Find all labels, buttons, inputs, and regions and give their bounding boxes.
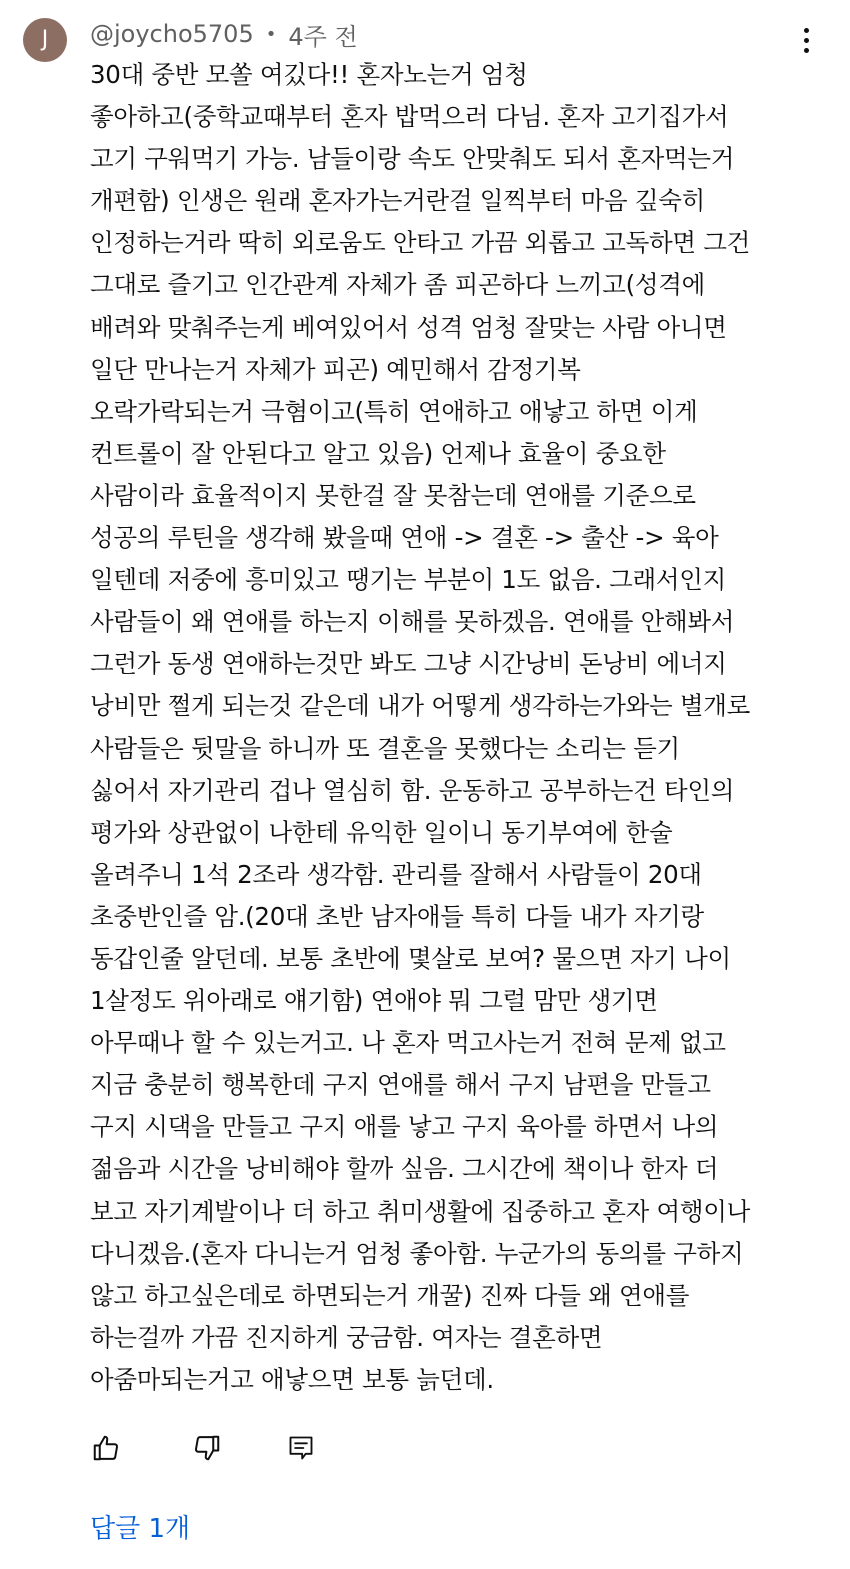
comment-text-line: 인정하는거라 딱히 외로움도 안타고 가끔 외롭고 고독하면 그건 bbox=[90, 228, 750, 258]
comment-text-line: 아줌마되는거고 애낳으면 보통 늙던데. bbox=[90, 1364, 494, 1394]
comment-text-line: 아무때나 할 수 있는거고. 나 혼자 먹고사는거 전혀 문제 없고 bbox=[90, 1028, 726, 1058]
avatar[interactable]: J bbox=[23, 18, 67, 62]
comment-text-line: 고기 구워먹기 가능. 남들이랑 속도 안맞춰도 되서 혼자먹는거 bbox=[90, 144, 735, 174]
comment-text-line: 다니겠음.(혼자 다니는거 엄청 좋아함. 누군가의 동의를 구하지 bbox=[90, 1238, 744, 1268]
comment-text-line: 컨트롤이 잘 안된다고 알고 있음) 언제나 효율이 중요한 bbox=[90, 438, 666, 468]
author-name[interactable]: @joycho5705 bbox=[90, 20, 254, 48]
comment-text-line: 사람들이 왜 연애를 하는지 이해를 못하겠음. 연애를 안해봐서 bbox=[90, 607, 735, 637]
comment-text-line: 올려주니 1석 2조라 생각함. 관리를 잘해서 사람들이 20대 bbox=[90, 859, 702, 889]
comment-text-line: 않고 하고싶은데로 하면되는거 개꿀) 진짜 다들 왜 연애를 bbox=[90, 1280, 690, 1310]
separator-dot: • bbox=[265, 23, 277, 45]
replies-link[interactable]: 답글 1개 bbox=[90, 1514, 191, 1544]
like-button[interactable] bbox=[88, 1428, 124, 1468]
comment-text-line: 30대 중반 모쏠 여깄다!! 혼자노는거 엄청 bbox=[90, 60, 528, 89]
dislike-button[interactable] bbox=[189, 1428, 225, 1468]
comment-header bbox=[90, 16, 358, 52]
more-dot bbox=[804, 48, 809, 53]
comment-text-line: 하는걸까 가끔 진지하게 궁금함. 여자는 결혼하면 bbox=[90, 1322, 603, 1352]
reply-button[interactable] bbox=[283, 1428, 319, 1468]
comment-text-line: 성공의 루틴을 생각해 봤을때 연애 -> 결혼 -> 출산 -> 육아 bbox=[90, 523, 719, 553]
more-dot bbox=[804, 38, 809, 43]
comment-text-line: 일단 만나는거 자체가 피곤) 예민해서 감정기복 bbox=[90, 354, 581, 384]
comment-text-line: 개편함) 인생은 원래 혼자가는거란걸 일찍부터 마음 깊숙히 bbox=[90, 186, 705, 216]
comment-text-line: 지금 충분히 행복한데 구지 연애를 해서 구지 남편을 만들고 bbox=[90, 1070, 711, 1100]
comment-text-line: 평가와 상관없이 나한테 유익한 일이니 동기부여에 한술 bbox=[90, 817, 673, 847]
comment-text-line: 좋아하고(중학교때부터 혼자 밥먹으러 다님. 혼자 고기집가서 bbox=[90, 102, 729, 132]
comment-text-line: 사람이라 효율적이지 못한걸 잘 못참는데 연애를 기준으로 bbox=[90, 480, 696, 510]
comment-text-line: 그대로 즐기고 인간관계 자체가 좀 피곤하다 느끼고(성격에 bbox=[90, 270, 705, 300]
comment-text-line: 1살정도 위아래로 얘기함) 연애야 뭐 그럴 맘만 생기면 bbox=[90, 986, 658, 1016]
comment-text-line: 낭비만 쩔게 되는것 같은데 내가 어떻게 생각하는가와는 별개로 bbox=[90, 691, 750, 721]
comment-text-line: 오락가락되는거 극혐이고(특히 연애하고 애낳고 하면 이게 bbox=[90, 396, 698, 426]
thumbs-down-icon bbox=[192, 1433, 222, 1463]
comment-text-line: 그런가 동생 연애하는것만 봐도 그냥 시간낭비 돈낭비 에너지 bbox=[90, 649, 727, 679]
comment-text-line: 초중반인즐 암.(20대 초반 남자애들 특히 다들 내가 자기랑 bbox=[90, 901, 704, 931]
comment-text-line: 보고 자기계발이나 더 하고 취미생활에 집중하고 혼자 여행이나 bbox=[90, 1196, 750, 1226]
comment-body bbox=[90, 54, 805, 1401]
comment-text-line: 일텐데 저중에 흥미있고 땡기는 부분이 1도 없음. 그래서인지 bbox=[90, 565, 726, 595]
reply-comment-icon bbox=[287, 1433, 315, 1463]
comment-text-line: 사람들은 뒷말을 하니까 또 결혼을 못했다는 소리는 듣기 bbox=[90, 733, 680, 763]
more-dot bbox=[804, 28, 809, 33]
comment-actions bbox=[88, 1428, 348, 1468]
comment-text-line: 배려와 맞춰주는게 베여있어서 성격 엄청 잘맞는 사람 아니면 bbox=[90, 312, 727, 342]
comment-text-line: 구지 시댁을 만들고 구지 애를 낳고 구지 육아를 하면서 나의 bbox=[90, 1112, 719, 1142]
thumbs-up-icon bbox=[91, 1433, 121, 1463]
comment-text-line: 젊음과 시간을 낭비해야 할까 싶음. 그시간에 책이나 한자 더 bbox=[90, 1154, 719, 1184]
more-vertical-icon[interactable] bbox=[786, 22, 826, 58]
comment-text-line: 동갑인줄 알던데. 보통 초반에 몇살로 보여? 물으면 자기 나이 bbox=[90, 943, 731, 973]
comment-text-line: 싫어서 자기관리 겁나 열심히 함. 운동하고 공부하는건 타인의 bbox=[90, 775, 735, 805]
timestamp: 4주 전 bbox=[288, 22, 358, 51]
